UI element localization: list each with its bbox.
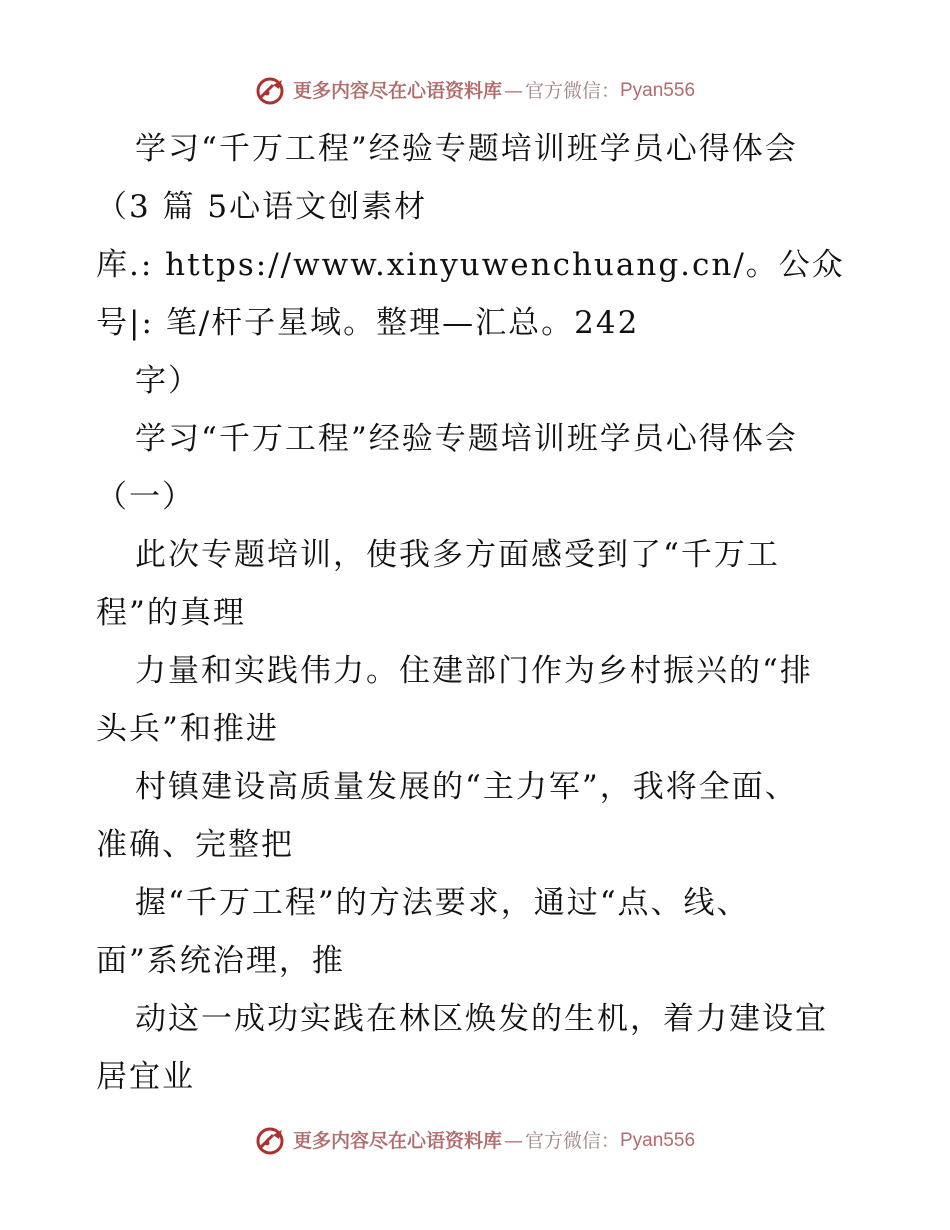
section-title: 学习“千万工程”经验专题培训班学员心得体会: [135, 421, 798, 457]
banner-wechat-label: 官方微信：: [524, 80, 620, 102]
banner-text: 更多内容尽在心语资料库: [292, 1130, 502, 1152]
paragraph-line: 力量和实践伟力。住建部门作为乡村振兴的“排: [135, 653, 813, 689]
document-body: [96, 120, 866, 1106]
doc-line: 字）: [135, 363, 201, 399]
footer-banner: [0, 1124, 950, 1158]
header-banner: [0, 74, 950, 108]
banner-text: 更多内容尽在心语资料库: [292, 80, 502, 102]
banner-wechat-label: 官方微信：: [524, 1130, 620, 1152]
doc-line: （一）: [96, 479, 195, 515]
paragraph-line: 握“千万工程”的方法要求，通过“点、线、: [135, 885, 750, 921]
doc-line: （3 篇 5心语文创素材: [96, 189, 428, 225]
banner-wechat-id: Pyan556: [620, 80, 696, 101]
doc-title: 学习“千万工程”经验专题培训班学员心得体会: [135, 131, 798, 167]
paragraph-line: 面”系统治理，推: [96, 943, 345, 979]
banner-dash: —: [503, 1130, 523, 1152]
paragraph-line: 准确、完整把: [96, 827, 294, 863]
paragraph-line: 程”的真理: [96, 595, 246, 631]
paragraph-line: 头兵”和推进: [96, 711, 279, 747]
paragraph-line: 此次专题培训，使我多方面感受到了“千万工: [135, 537, 780, 573]
pen-logo-icon: [255, 1125, 287, 1157]
banner-dash: —: [503, 80, 523, 102]
paragraph-line: 动这一成功实践在林区焕发的生机，着力建设宜: [135, 1001, 828, 1037]
pen-logo-icon: [255, 75, 287, 107]
doc-line: 库.: https://www.xinyuwenchuang.cn/。公众: [96, 247, 845, 283]
paragraph-line: 居宜业: [96, 1059, 195, 1095]
doc-line: 号|: 笔/杆子星域。整理—汇总。242: [96, 305, 640, 341]
paragraph-line: 村镇建设高质量发展的“主力军”，我将全面、: [135, 769, 798, 805]
banner-wechat-id: Pyan556: [620, 1130, 696, 1151]
